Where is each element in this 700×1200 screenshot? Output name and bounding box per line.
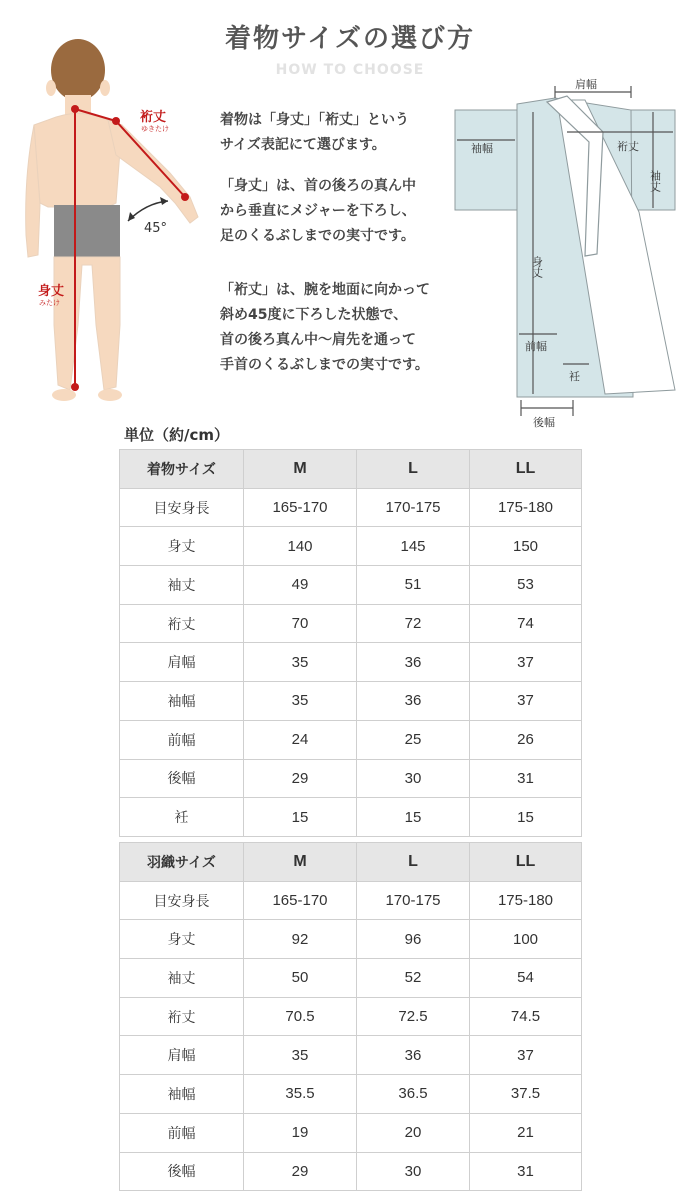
- table-header-row: [120, 843, 582, 882]
- row-label: 肩幅: [120, 643, 244, 682]
- table-cell: 36: [357, 1036, 470, 1075]
- table-cell: 24: [244, 720, 357, 759]
- table-row: [120, 682, 582, 721]
- yukitake-label: 裄丈: [617, 140, 639, 153]
- table-cell: 35: [244, 643, 357, 682]
- figure-ear-right: [100, 80, 110, 96]
- kimono-size-table: [119, 449, 582, 837]
- row-label: 身丈: [120, 527, 244, 566]
- table-row: [120, 488, 582, 527]
- figure-foot-left: [52, 389, 76, 401]
- mitake-label: 身丈: [38, 284, 65, 299]
- mitake-ruby: みたけ: [39, 299, 60, 307]
- table-row: [120, 997, 582, 1036]
- neck-point-marker: [71, 105, 79, 113]
- table-cell: 49: [244, 566, 357, 605]
- row-label: 衽: [120, 798, 244, 837]
- table-cell: 15: [244, 798, 357, 837]
- table-cell: 165-170: [244, 488, 357, 527]
- angle-label: 45°: [144, 221, 168, 236]
- table-cell: 26: [470, 720, 582, 759]
- table-row: [120, 959, 582, 998]
- table-cell: 37: [470, 643, 582, 682]
- table-cell: 150: [470, 527, 582, 566]
- kimono-sleeve-left: [455, 110, 517, 210]
- description-line: 足のくるぶしまでの実寸です。: [220, 228, 415, 244]
- table-cell: 35.5: [244, 1075, 357, 1114]
- table-cell: 50: [244, 959, 357, 998]
- kimono-diagram: [445, 72, 690, 434]
- haori-size-table: [119, 842, 582, 1191]
- description-line: 首の後ろ真ん中〜肩先を通って: [220, 332, 416, 348]
- shoulder-point-marker: [112, 117, 120, 125]
- description-line: 「身丈」は、首の後ろの真ん中: [220, 178, 416, 194]
- header-cell: 羽織サイズ: [120, 843, 244, 882]
- table-row: [120, 1075, 582, 1114]
- table-cell: 37: [470, 1036, 582, 1075]
- figure-shorts: [54, 205, 120, 257]
- table-cell: 36.5: [357, 1075, 470, 1114]
- description-paragraph-2: [220, 174, 416, 249]
- header-cell: LL: [470, 843, 582, 882]
- table-cell: 31: [470, 759, 582, 798]
- description-line: 斜め45度に下ろした状態で、: [220, 307, 408, 323]
- row-label: 袖丈: [120, 959, 244, 998]
- table-cell: 170-175: [357, 488, 470, 527]
- header-cell: LL: [470, 450, 582, 489]
- row-label: 肩幅: [120, 1036, 244, 1075]
- row-label: 前幅: [120, 720, 244, 759]
- row-label: 袖丈: [120, 566, 244, 605]
- description-paragraph-3: [220, 278, 430, 378]
- description-paragraph-1: [220, 108, 409, 158]
- sodetake-label: 袖丈: [648, 170, 662, 192]
- row-label: 身丈: [120, 920, 244, 959]
- table-cell: 36: [357, 643, 470, 682]
- figure-hair: [51, 39, 105, 101]
- table-cell: 35: [244, 1036, 357, 1075]
- row-label: 袖幅: [120, 682, 244, 721]
- wrist-point-marker: [181, 193, 189, 201]
- table-cell: 29: [244, 759, 357, 798]
- table-row: [120, 881, 582, 920]
- table-cell: 145: [357, 527, 470, 566]
- table-cell: 52: [357, 959, 470, 998]
- table-cell: 74: [470, 604, 582, 643]
- description-line: から垂直にメジャーを下ろし、: [220, 203, 416, 219]
- okumi-label: 衽: [569, 370, 580, 383]
- table-header-row: [120, 450, 582, 489]
- sodehaba-label: 袖幅: [471, 142, 493, 155]
- table-cell: 53: [470, 566, 582, 605]
- description-line: 着物は「身丈」「裄丈」という: [220, 112, 409, 128]
- figure-ear-left: [46, 80, 56, 96]
- table-cell: 175-180: [470, 881, 582, 920]
- table-cell: 15: [470, 798, 582, 837]
- header-cell: M: [244, 843, 357, 882]
- table-row: [120, 1152, 582, 1191]
- header-cell: L: [357, 843, 470, 882]
- table-row: [120, 920, 582, 959]
- page-title: 着物サイズの選び方: [225, 24, 475, 54]
- table-cell: 25: [357, 720, 470, 759]
- ankle-point-marker: [71, 383, 79, 391]
- mitake-label: 身丈: [530, 256, 544, 278]
- row-label: 目安身長: [120, 488, 244, 527]
- table-cell: 15: [357, 798, 470, 837]
- table-cell: 92: [244, 920, 357, 959]
- figure-foot-right: [98, 389, 122, 401]
- table-cell: 165-170: [244, 881, 357, 920]
- table-cell: 20: [357, 1113, 470, 1152]
- unit-label: 単位（約/cm）: [124, 426, 230, 444]
- header-cell: M: [244, 450, 357, 489]
- table-cell: 170-175: [357, 881, 470, 920]
- row-label: 後幅: [120, 1152, 244, 1191]
- description-line: 手首のくるぶしまでの実寸です。: [220, 357, 429, 373]
- table-cell: 70.5: [244, 997, 357, 1036]
- katahaba-label: 肩幅: [575, 78, 597, 91]
- table-cell: 72: [357, 604, 470, 643]
- table-cell: 51: [357, 566, 470, 605]
- table-cell: 96: [357, 920, 470, 959]
- table-row: [120, 527, 582, 566]
- table-cell: 19: [244, 1113, 357, 1152]
- row-label: 後幅: [120, 759, 244, 798]
- yukitake-label: 裄丈: [140, 110, 167, 125]
- figure-legs: [54, 257, 120, 390]
- table-row: [120, 566, 582, 605]
- table-row: [120, 604, 582, 643]
- table-row: [120, 1113, 582, 1152]
- row-label: 裄丈: [120, 604, 244, 643]
- table-cell: 70: [244, 604, 357, 643]
- description-line: 「裄丈」は、腕を地面に向かって: [220, 282, 430, 298]
- body-measurement-figure: [20, 25, 215, 415]
- table-cell: 37: [470, 682, 582, 721]
- header-cell: 着物サイズ: [120, 450, 244, 489]
- table-cell: 21: [470, 1113, 582, 1152]
- description-line: サイズ表記にて選びます。: [220, 137, 386, 153]
- table-cell: 74.5: [470, 997, 582, 1036]
- table-cell: 31: [470, 1152, 582, 1191]
- angle-arrowhead-top: [160, 197, 168, 205]
- row-label: 裄丈: [120, 997, 244, 1036]
- table-cell: 54: [470, 959, 582, 998]
- table-cell: 35: [244, 682, 357, 721]
- row-label: 前幅: [120, 1113, 244, 1152]
- table-row: [120, 759, 582, 798]
- row-label: 目安身長: [120, 881, 244, 920]
- figure-arm-right: [108, 120, 198, 223]
- table-cell: 175-180: [470, 488, 582, 527]
- table-cell: 30: [357, 759, 470, 798]
- table-cell: 72.5: [357, 997, 470, 1036]
- table-cell: 29: [244, 1152, 357, 1191]
- table-row: [120, 643, 582, 682]
- table-cell: 30: [357, 1152, 470, 1191]
- ushirohaba-label: 後幅: [533, 416, 555, 429]
- table-cell: 140: [244, 527, 357, 566]
- header-cell: L: [357, 450, 470, 489]
- table-cell: 100: [470, 920, 582, 959]
- table-row: [120, 720, 582, 759]
- table-cell: 36: [357, 682, 470, 721]
- row-label: 袖幅: [120, 1075, 244, 1114]
- table-cell: 37.5: [470, 1075, 582, 1114]
- table-row: [120, 1036, 582, 1075]
- figure-torso: [34, 114, 122, 208]
- maehaba-label: 前幅: [525, 340, 547, 353]
- table-row: [120, 798, 582, 837]
- yukitake-ruby: ゆきたけ: [141, 125, 169, 133]
- page-subtitle: HOW TO CHOOSE: [275, 62, 425, 78]
